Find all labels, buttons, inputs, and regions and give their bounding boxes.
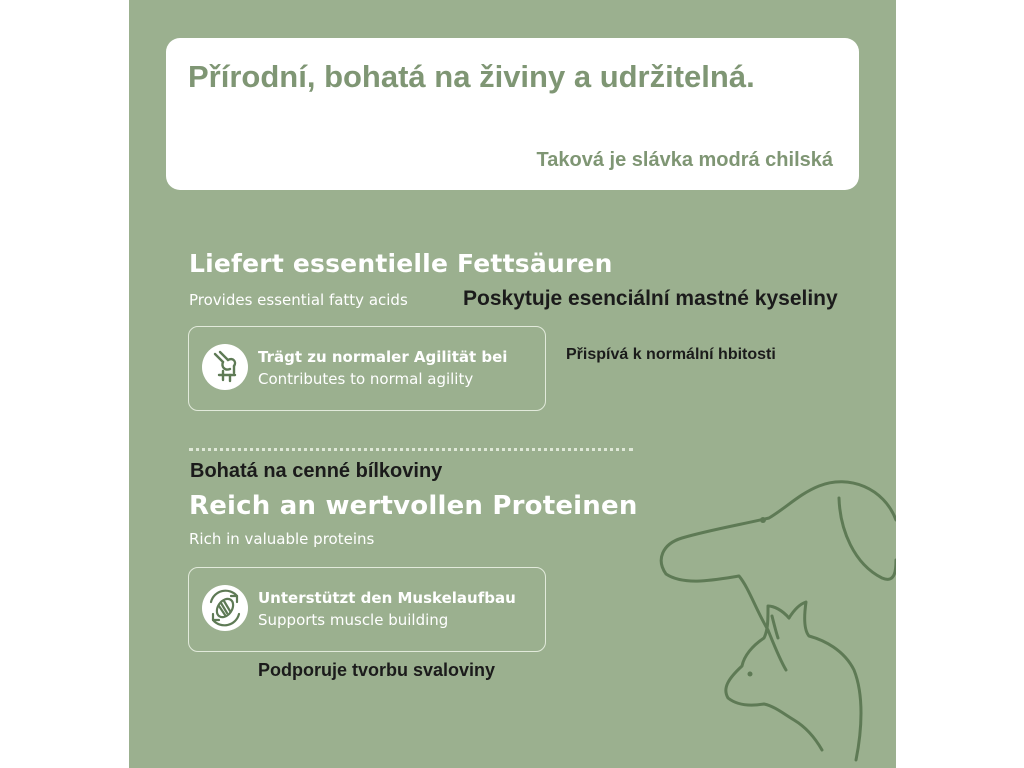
cat-inner-ear	[772, 616, 778, 638]
header-card	[166, 38, 859, 190]
muscle-label-de: Unterstützt den Muskelaufbau	[258, 589, 516, 607]
section-divider	[189, 448, 633, 451]
muscle-benefit-box	[188, 567, 546, 652]
fatty-acids-title-de: Liefert essentielle Fettsäuren	[189, 249, 613, 278]
infographic-panel	[129, 0, 896, 768]
muscle-icon	[201, 584, 249, 632]
agility-label-cz: Přispívá k normální hbitosti	[566, 346, 776, 363]
agility-benefit-box	[188, 326, 546, 411]
dog-ear	[839, 498, 896, 579]
header-subtitle: Taková je slávka modrá chilská	[536, 149, 833, 171]
proteins-subtitle-en: Rich in valuable proteins	[189, 530, 375, 548]
muscle-label-en: Supports muscle building	[258, 611, 449, 629]
dog-eye	[760, 517, 766, 523]
fatty-acids-subtitle-en: Provides essential fatty acids	[189, 291, 408, 309]
dog-outline	[661, 482, 896, 670]
agility-label-en: Contributes to normal agility	[258, 370, 474, 388]
muscle-label-cz: Podporuje tvorbu svaloviny	[258, 660, 496, 680]
dog-and-cat-illustration	[644, 460, 896, 768]
agility-label-de: Trägt zu normaler Agilität bei	[258, 348, 508, 366]
proteins-title-de: Reich an wertvollen Proteinen	[189, 491, 638, 521]
fatty-acids-subtitle-cz: Poskytuje esenciální mastné kyseliny	[463, 287, 838, 310]
header-title: Přírodní, bohatá na živiny a udržitelná.	[188, 59, 755, 94]
cat-eye	[748, 672, 753, 677]
cat-outline	[789, 602, 861, 760]
proteins-title-cz: Bohatá na cenné bílkoviny	[190, 460, 443, 482]
joint-icon	[201, 343, 249, 391]
